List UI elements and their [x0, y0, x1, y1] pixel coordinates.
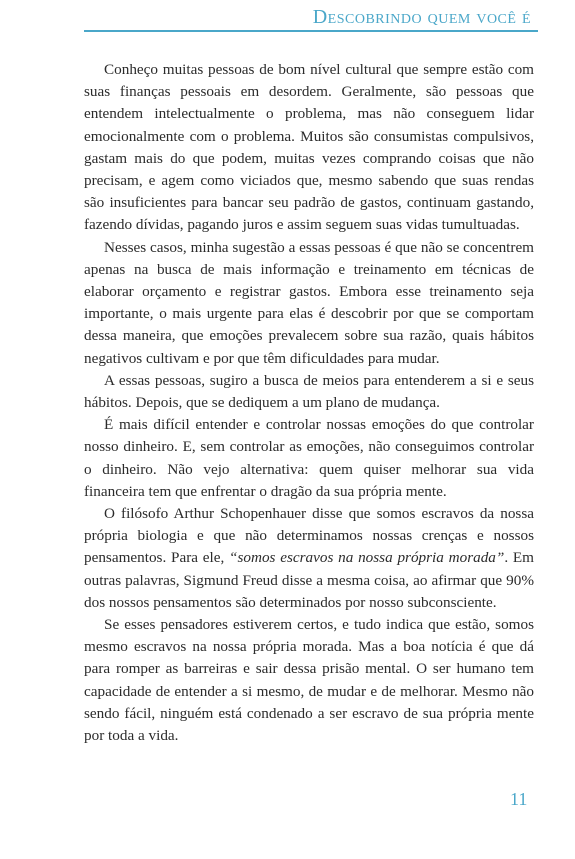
paragraph-1: Conheço muitas pessoas de bom nível cultural que sempre estão com suas finanças pessoais em desordem. Geralmente, são pessoas que entendem intelectualmente o problema, mas não conseguem lidar emocionalmente com o problema. Muitos são consumistas compulsivos, gastam mais do que podem, muitas vezes comprando coisas que não precisam, e agem como viciados que, mesmo sabendo que suas rendas são insuficientes para bancar seu padrão de gastos, continuam gastando, fazendo dívidas, pagando juros e assim seguem suas vidas tumultuadas. — [84, 61, 534, 234]
paragraph-4: É mais difícil entender e controlar nossas emoções do que controlar nosso dinheiro. E, sem controlar as emoções, não conseguimos controlar o dinheiro. Não vejo alternativa: quem quiser melhorar sua vida financeira tem que enfrentar o dragão da sua própria mente. — [84, 416, 534, 500]
paragraph-6: Se esses pensadores estiverem certos, e tudo indica que estão, somos mesmo escravos na nossa própria morada. Mas a boa notícia é que dá para romper as barreiras e sair dessa prisão mental. O ser humano tem capacidade de entender a si mesmo, de mudar e de melhorar. Mesmo não sendo fácil, ninguém está condenado a ser escravo de sua própria mente por toda a vida. — [84, 616, 534, 745]
paragraph-2: Nesses casos, minha sugestão a essas pessoas é que não se concentrem apenas na busca de mais informação e treinamento em técnicas de elaborar orçamento e registrar gastos. Embora esse treinamento seja importante, o mais urgente para elas é descobrir por que se comportam dessa maneira, que emoções prevalecem sobre sua razão, quais hábitos negativos cultivam e por que têm dificuldades para mudar. — [84, 238, 534, 367]
page-number: 11 — [510, 789, 528, 809]
paragraph-5-before: O filósofo Arthur Schopenhauer disse que somos escravos da nossa própria biologia e que não determinamos nossas crenças e nossos pensamentos. Para ele, — [84, 505, 534, 567]
paragraph-3: A essas pessoas, sugiro a busca de meios para entenderem a si e seus hábitos. Depois, que se dediquem a um plano de mudança. — [84, 371, 534, 412]
quote: “somos escravos na nossa própria morada” — [229, 549, 505, 567]
header-rule — [84, 30, 538, 32]
paragraph-5-after: . Em outras palavras, Sigmund Freud disse a mesma coisa, ao afirmar que 90% dos nossos pensamentos são determinados por nosso subconsciente. — [84, 549, 534, 611]
body-text — [84, 59, 534, 747]
running-header: Descobrindo quem você é — [312, 6, 531, 28]
paragraph-5 — [84, 503, 534, 614]
